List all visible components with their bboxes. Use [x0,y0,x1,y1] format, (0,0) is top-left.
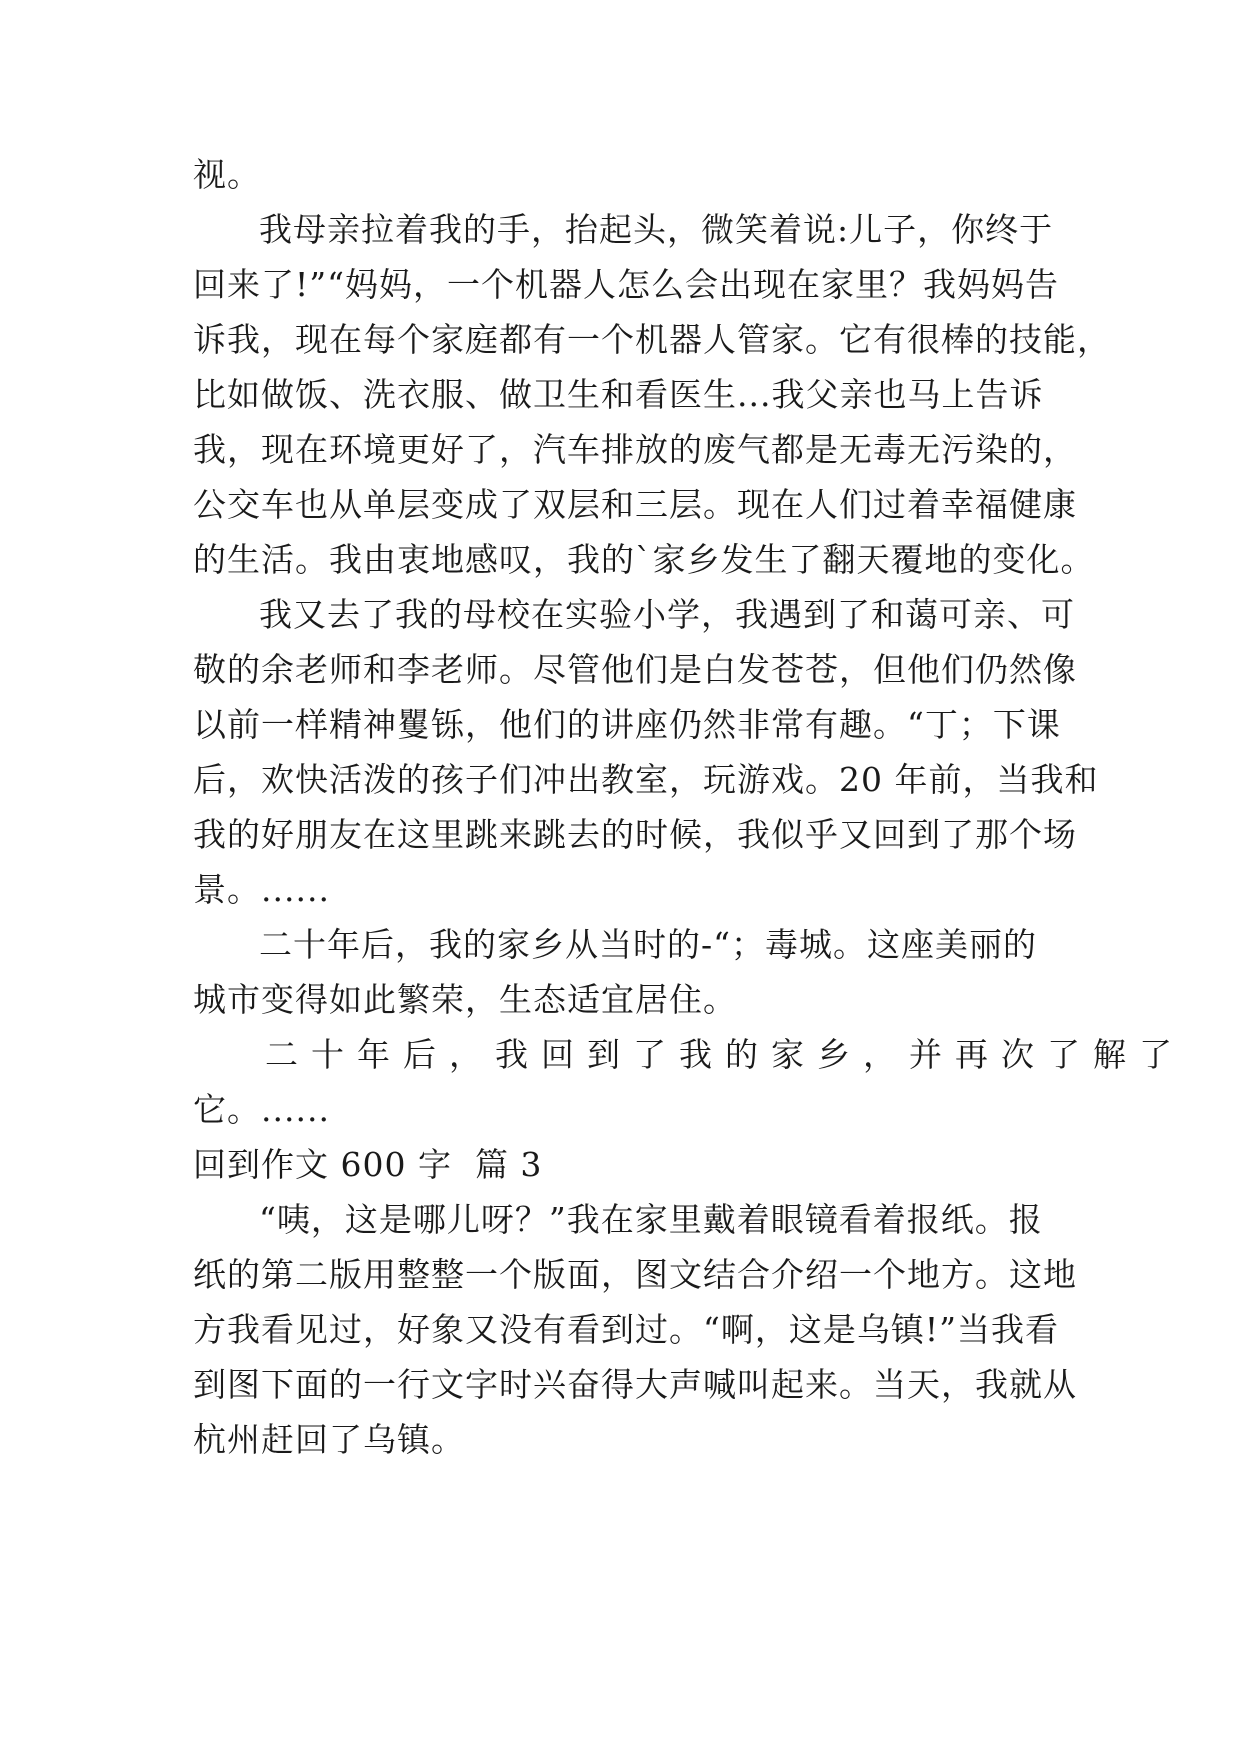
text-line: 视。 [193,155,261,194]
text-line: 敬的余老师和李老师。尽管他们是白发苍苍，但他们仍然像 [193,650,1077,689]
text-line: 诉我，现在每个家庭都有一个机器人管家。它有很棒的技能， [193,320,1111,359]
text-line: 它。...... [193,1090,330,1129]
text-line: 杭州赶回了乌镇。 [193,1420,465,1459]
text-line: 纸的第二版用整整一个版面，图文结合介绍一个地方。这地 [193,1255,1077,1294]
text-line: 我的好朋友在这里跳来跳去的时候，我似乎又回到了那个场 [193,815,1077,854]
text-line: 方我看见过，好象又没有看到过。“啊，这是乌镇!”当我看 [193,1310,1060,1349]
text-line: 比如做饭、洗衣服、做卫生和看医生...我父亲也马上告诉 [193,375,1044,414]
paragraph-first-line: “咦，这是哪儿呀？”我在家里戴着眼镜看着报纸。报 [259,1200,1043,1239]
paragraph-first-line: 二十年后，我回到了我的家乡，并再次了解了 [265,1035,1185,1074]
paragraph-first-line: 二十年后，我的家乡从当时的-“；毒城。这座美丽的 [259,925,1038,964]
section-heading: 回到作文 600 字 篇 3 [193,1145,543,1184]
text-line: 公交车也从单层变成了双层和三层。现在人们过着幸福健康 [193,485,1077,524]
text-line: 景。...... [193,870,330,909]
text-line: 的生活。我由衷地感叹，我的`家乡发生了翻天覆地的变化。 [193,540,1095,579]
text-line: 以前一样精神矍铄，他们的讲座仍然非常有趣。“丁；下课 [193,705,1061,744]
text-line: 我，现在环境更好了，汽车排放的废气都是无毒无污染的， [193,430,1077,469]
paragraph-first-line: 我又去了我的母校在实验小学，我遇到了和蔼可亲、可 [259,595,1075,634]
paragraph-first-line: 我母亲拉着我的手，抬起头，微笑着说:儿子，你终于 [259,210,1054,249]
text-line: 回来了!”“妈妈，一个机器人怎么会出现在家里？我妈妈告 [193,265,1060,304]
text-line: 到图下面的一行文字时兴奋得大声喊叫起来。当天，我就从 [193,1365,1077,1404]
text-line: 城市变得如此繁荣，生态适宜居住。 [193,980,737,1019]
text-line: 后，欢快活泼的孩子们冲出教室，玩游戏。20 年前，当我和 [193,760,1099,799]
